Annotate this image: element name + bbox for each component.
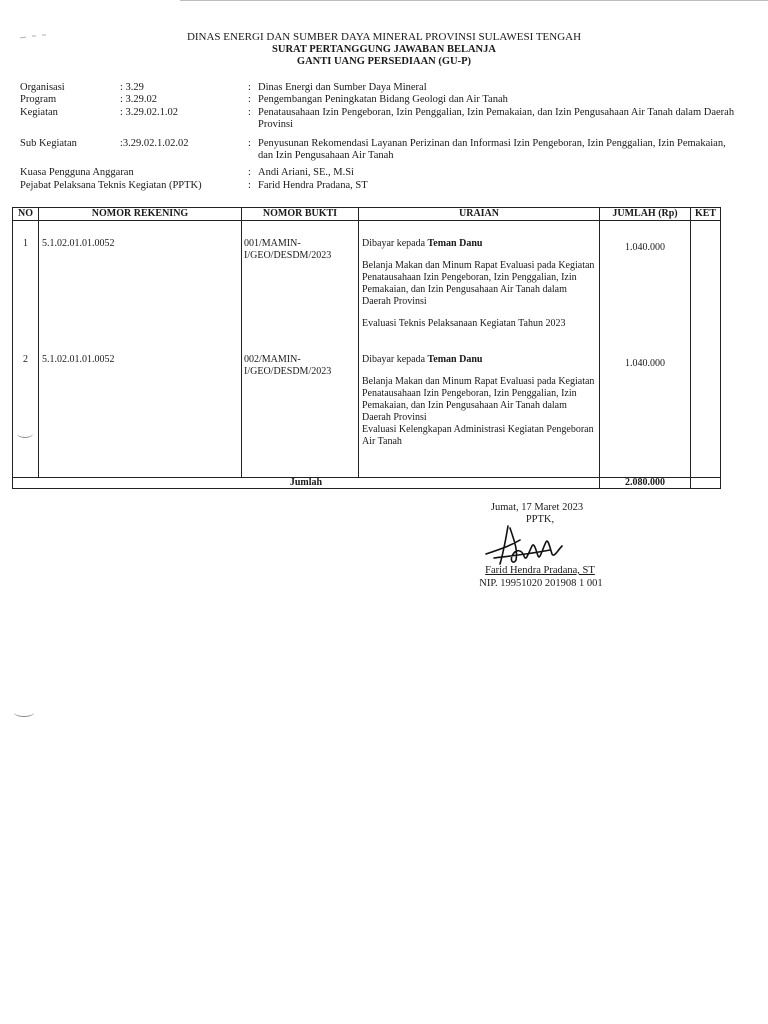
signature-date: Jumat, 17 Maret 2023 — [490, 502, 584, 513]
row-2-no: 2 — [23, 354, 28, 365]
col-header-uraian: URAIAN — [359, 208, 600, 221]
program-code: : 3.29.02 — [120, 94, 158, 105]
total-value: 2.080.000 — [600, 477, 691, 488]
row-1-rekening: 5.1.02.01.01.0052 — [42, 238, 115, 249]
row-1-uraian — [359, 238, 599, 330]
organisasi-value: Dinas Energi dan Sumber Daya Mineral — [258, 82, 427, 93]
pptk-value: Farid Hendra Pradana, ST — [258, 180, 368, 191]
col-header-bukti: NOMOR BUKTI — [242, 208, 359, 221]
jumlah-cell — [600, 221, 691, 478]
signatory-name: Farid Hendra Pradana, ST — [485, 565, 595, 576]
top-edge-line — [180, 0, 768, 1]
total-label: Jumlah — [13, 477, 600, 488]
organisasi-code: : 3.29 — [120, 82, 144, 93]
handwritten-signature — [480, 520, 580, 568]
row-2-note: Evaluasi Kelengkapan Administrasi Kegiatan Pengeboran Air Tanah — [362, 424, 594, 447]
scan-margin-mark — [14, 708, 34, 717]
table-body-row — [13, 221, 721, 478]
table-header-row — [13, 208, 721, 221]
kegiatan-value: Penatausahaan Izin Pengeboran, Izin Penggalian, Izin Pemakaian, dan Izin Pengusahaan Air Tanah dalam Daerah Provinsi — [258, 107, 735, 130]
program-value: Pengembangan Peningkatan Bidang Geologi dan Air Tanah — [258, 94, 508, 105]
agency-title: DINAS ENERGI DAN SUMBER DAYA MINERAL PROVINSI SULAWESI TENGAH — [186, 31, 582, 43]
row-2-bukti: 002/MAMIN- I/GEO/DESDM/2023 — [244, 354, 332, 377]
kpa-value: Andi Ariani, SE., M.Si — [258, 167, 354, 178]
row-2-paid-to: Dibayar kepada Teman Danu — [362, 354, 483, 365]
expense-table — [12, 207, 721, 489]
rekening-cell — [39, 221, 242, 478]
pptk-label: Pejabat Pelaksana Teknis Kegiatan (PPTK) — [20, 180, 202, 191]
col-header-rekening: NOMOR REKENING — [39, 208, 242, 221]
row-2-rekening: 5.1.02.01.01.0052 — [42, 354, 115, 365]
bukti-cell — [242, 221, 359, 478]
sub-kegiatan-label: Sub Kegiatan — [20, 138, 77, 149]
signatory-nip: NIP. 19951020 201908 1 001 — [479, 578, 603, 589]
kegiatan-code: : 3.29.02.1.02 — [120, 107, 179, 118]
row-1-note: Evaluasi Teknis Pelaksanaan Kegiatan Tahun 2023 — [362, 318, 566, 329]
sub-kegiatan-value: Penyusunan Rekomendasi Layanan Perizinan dan Informasi Izin Pengeboran, Izin Penggalian, Izin Pemakaian, dan Izin Pengusahaan Air Tanah — [258, 138, 726, 161]
col-header-jumlah: JUMLAH (Rp) — [600, 208, 691, 221]
col-header-ket: KET — [691, 208, 721, 221]
row-1-bukti: 001/MAMIN- I/GEO/DESDM/2023 — [244, 238, 332, 261]
signature-role: PPTK, — [525, 514, 555, 525]
row-2-jumlah: 1.040.000 — [625, 358, 665, 369]
sub-kegiatan-code: :3.29.02.1.02.02 — [120, 138, 189, 149]
row-1-desc: Belanja Makan dan Minum Rapat Evaluasi pada Kegiatan Penatausahaan Izin Pengeboran, Izin Penggalian, Izin Pemakaian, dan Izin Pengusahaan Air Tanah dalam Daerah Provinsi — [362, 260, 595, 307]
uraian-cell — [359, 221, 600, 478]
row-1-paid-to: Dibayar kepada Teman Danu — [362, 238, 483, 249]
kpa-label: Kuasa Pengguna Anggaran — [20, 167, 134, 178]
scan-margin-mark — [17, 429, 33, 438]
document-subtitle: GANTI UANG PERSEDIAAN (GU-P) — [296, 56, 472, 67]
total-row — [13, 477, 721, 488]
no-cell — [13, 221, 39, 478]
program-label: Program — [20, 94, 57, 105]
row-2-uraian — [359, 354, 599, 448]
kegiatan-label: Kegiatan — [20, 107, 58, 118]
row-2-desc: Belanja Makan dan Minum Rapat Evaluasi pada Kegiatan Penatausahaan Izin Pengeboran, Izin Penggalian, Izin Pemakaian, dan Izin Pengusahaan Air Tanah dalam Daerah Provinsi — [362, 376, 595, 423]
col-header-no: NO — [13, 208, 39, 221]
document-title: SURAT PERTANGGUNG JAWABAN BELANJA — [272, 44, 496, 55]
ket-cell — [691, 221, 721, 478]
row-1-jumlah: 1.040.000 — [625, 242, 665, 253]
row-1-no: 1 — [23, 238, 28, 249]
organisasi-label: Organisasi — [20, 82, 65, 93]
